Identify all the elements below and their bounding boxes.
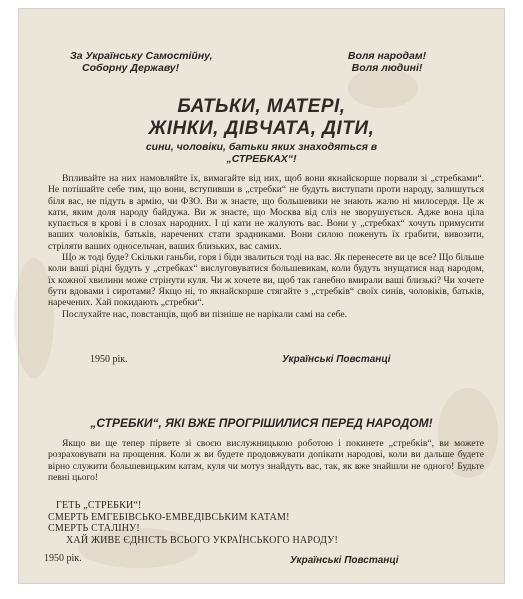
- header-slogan-right: [332, 50, 442, 74]
- slogan-list: [48, 500, 338, 546]
- body-text: [48, 173, 484, 320]
- year-label: 1950 рік.: [90, 354, 128, 365]
- paragraph: Якщо ви ще тепер пірвете зі своєю вислужницькою роботою і покинете „стребків“, ви можете розраховувати на прощення. Коли ж ви будете продовжувати допікати народові, коли ви дальше будете вірно служити большевицьким катам, куля чи мотуз знайдуть вас, так, як вже знайшли не одного! Будьте певні цього!: [48, 438, 484, 483]
- signature: Українські Повстанці: [282, 354, 391, 365]
- slogan-item: ХАЙ ЖИВЕ ЄДНІСТЬ ВСЬОГО УКРАЇНСЬКОГО НАРОДУ!: [66, 534, 339, 546]
- slogan-item: СМЕРТЬ ЕМГЕБІВСЬКО-ЕМВЕДІВСЬКИМ КАТАМ!: [48, 511, 290, 523]
- year-label: 1950 рік.: [44, 553, 82, 564]
- section-title: „СТРЕБКИ“, ЯКІ ВЖЕ ПРОГРІШИЛИСЯ ПЕРЕД НАРОДОМ!: [90, 416, 433, 430]
- slogan-item: СМЕРТЬ СТАЛІНУ!: [48, 523, 140, 534]
- paragraph: Впливайте на них намовляйте їх, вимагайте від них, щоб вони якнайскорше порвали зі „стребками“. Не потішайте себе тим, що вони, вступивши в „стребки“ не будуть виступати проти народу, залишуться біля вас, не підуть в армію, чи ФЗО. Ви ж знаєте, що большевики не знають жалю ні милосердя. Це ж кати, яким доля народу байдужа. Ви ж знаєте, що Москва від сліз не зворушується. Адже вона ціла купається в крові і в слозах народних. І ці кати не жалують вас. Вони у „стребках“ хочуть примусити ваших чоловіків, батьків, наречених стати зрадниками. Вони силою поженуть їх грабити, вивозити, стріляти ваших односельчан, ваших близьких, вас самих.: [48, 173, 484, 252]
- header-slogan-left: [70, 50, 260, 74]
- title-line-1: БАТЬКИ, МАТЕРІ,: [177, 96, 346, 117]
- title-line-2: ЖІНКИ, ДІВЧАТА, ДІТИ,: [148, 118, 375, 139]
- slogan-line: Воля народам!: [347, 50, 427, 62]
- paragraph: Що ж тоді буде? Скільки ганьби, горя і біди звалиться тоді на вас. Як перенесете ви це все? Що більше коли ваші рідні будуть у „стребках“ вислуговуватися большевикам, коли будуть знущатися над народом, їх кожної хвилини може стрінути куля. Чи ж хочете ви, щоб так ганебно вмирали ваші близькі? Чи хочете бути вдовами і сиротами? Якщо ні, то якнайскорше стягайте з „стребків“ своїх синів, чоловіків, батьків, наречених. Хай покидають „стребки“.: [48, 252, 484, 309]
- paragraph: Послухайте нас, повстанців, щоб ви пізніше не нарікали самі на себе.: [62, 308, 348, 320]
- section-text: [48, 438, 484, 483]
- subtitle-line-1: сини, чоловіки, батьки яких знаходяться в: [145, 141, 378, 153]
- slogan-line: Воля людині!: [351, 62, 423, 74]
- leaflet-page: [18, 8, 505, 584]
- subtitle-line-2: „СТРЕБКАХ“!: [226, 153, 297, 165]
- slogan-line: Соборну Державу!: [82, 62, 180, 74]
- signature: Українські Повстанці: [290, 555, 399, 566]
- slogan-item: ГЕТЬ „СТРЕБКИ“!: [56, 500, 142, 511]
- slogan-line: За Українську Самостійну,: [70, 50, 213, 62]
